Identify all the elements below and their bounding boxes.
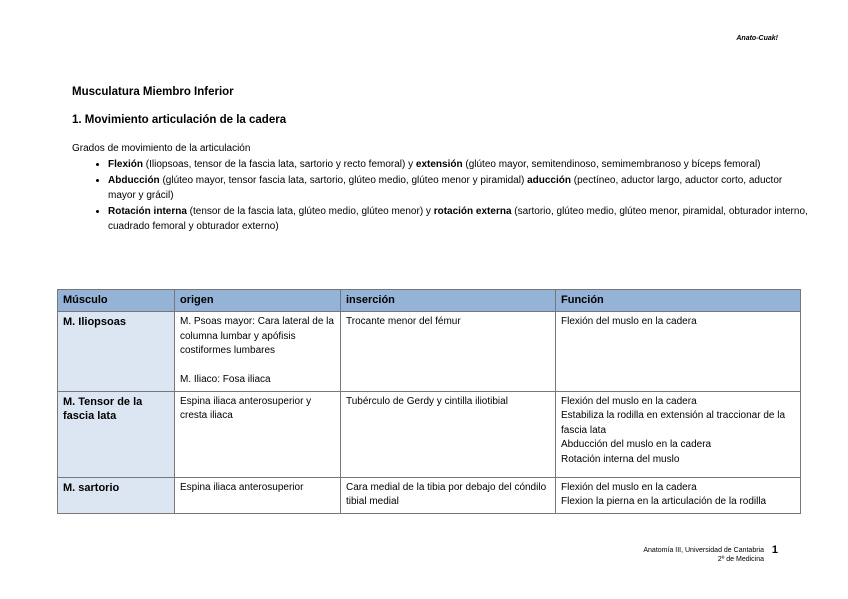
- page-number: 1: [771, 544, 778, 556]
- text: (Iliopsoas, tensor de la fascia lata, sartorio y recto femoral) y: [143, 159, 416, 170]
- table-row: [58, 477, 801, 513]
- column-header: Músculo: [58, 290, 175, 312]
- list-item: [108, 157, 808, 173]
- column-header: Función: [556, 290, 801, 312]
- column-header: origen: [175, 290, 341, 312]
- footer-line: Anatomía III, Universidad de Cantabria: [643, 547, 764, 554]
- insertion-cell: Trocante menor del fémur: [341, 312, 556, 392]
- origin-line: M. Psoas mayor: Cara lateral de la columna lumbar y apófisis costiformes lumbares: [180, 316, 334, 356]
- muscle-cell: M. sartorio: [58, 477, 175, 513]
- term: aducción: [527, 174, 571, 186]
- text: (tensor de la fascia lata, glúteo medio, glúteo menor) y: [186, 205, 434, 217]
- origin-line: Espina iliaca anterosuperior: [180, 481, 304, 493]
- list-item: [108, 204, 808, 235]
- section-heading: 1. Movimiento articulación de la cadera: [72, 114, 287, 126]
- text: (pectíneo, aductor largo, aductor corto, aductor mayor y grácil): [108, 174, 783, 201]
- insertion-cell: Cara medial de la tibia por debajo del cóndilo tibial medial: [341, 477, 556, 513]
- function-line: Estabiliza la rodilla en extensión al traccionar de la fascia lata: [561, 410, 786, 436]
- muscle-cell: M. Tensor de la fascia lata: [58, 391, 175, 477]
- table-row: [58, 391, 801, 477]
- text: (sartorio, glúteo medio, glúteo menor, piramidal, obturador interno, cuadrado femoral y obturador externo): [108, 205, 808, 232]
- function-line: Abducción del muslo en la cadera: [561, 439, 712, 450]
- header-tag: Anato-Cuak!: [736, 35, 778, 42]
- muscle-table: [57, 289, 801, 514]
- muscle-cell: M. Iliopsoas: [58, 312, 175, 392]
- origin-cell: [175, 477, 341, 513]
- function-line: Flexión del muslo en la cadera: [561, 395, 697, 407]
- term: Abducción: [108, 174, 160, 186]
- intro-text: Grados de movimiento de la articulación: [72, 143, 251, 154]
- term: extensión: [415, 159, 463, 170]
- origin-line: Espina iliaca anterosuperior y cresta iliaca: [180, 395, 312, 421]
- origin-line: M. Iliaco: Fosa iliaca: [180, 374, 271, 385]
- table-row: [58, 312, 801, 392]
- movement-list: [72, 157, 808, 235]
- table-header-row: [58, 290, 801, 312]
- term: rotación externa: [433, 205, 512, 217]
- footer-line: 2º de Medicina: [717, 556, 764, 563]
- function-line: Flexion la pierna en la articulación de la rodilla: [561, 496, 767, 507]
- document-title: Musculatura Miembro Inferior: [72, 86, 234, 98]
- function-line: Rotación interna del muslo: [561, 453, 680, 465]
- function-cell: [556, 391, 801, 477]
- origin-cell: [175, 312, 341, 392]
- function-line: Flexión del muslo en la cadera: [561, 481, 697, 493]
- function-line: Flexión del muslo en la cadera: [561, 316, 697, 327]
- origin-line: [180, 359, 335, 374]
- column-header: inserción: [341, 290, 556, 312]
- insertion-cell: Tubérculo de Gerdy y cintilla iliotibial: [341, 391, 556, 477]
- text: (glúteo mayor, semitendinoso, semimembranoso y bíceps femoral): [462, 159, 761, 170]
- text: (glúteo mayor, tensor fascia lata, sartorio, glúteo medio, glúteo menor y piramidal): [159, 174, 528, 186]
- function-cell: [556, 312, 801, 392]
- origin-cell: [175, 391, 341, 477]
- list-item: [108, 173, 808, 204]
- function-cell: [556, 477, 801, 513]
- term: Flexión: [108, 159, 144, 170]
- footer: [643, 546, 764, 564]
- term: Rotación interna: [108, 205, 187, 217]
